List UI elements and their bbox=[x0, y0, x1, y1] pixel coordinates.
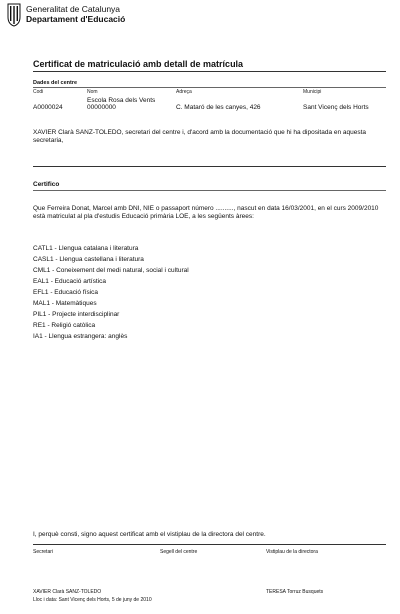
department-name: Departament d'Educació bbox=[26, 14, 126, 24]
list-item: CML1 - Coneixement del medi natural, social i cultural bbox=[33, 267, 189, 274]
label-codi: Codi bbox=[33, 89, 44, 95]
list-item: MAL1 - Matemàtiques bbox=[33, 300, 97, 307]
list-item: PIL1 - Projecte interdisciplinar bbox=[33, 311, 120, 318]
government-name: Generalitat de Catalunya bbox=[26, 4, 121, 14]
centre-address: C. Mataró de les canyes, 426 bbox=[176, 104, 261, 111]
list-item: CATL1 - Llengua catalana i literatura bbox=[33, 245, 139, 252]
divider bbox=[33, 166, 386, 167]
place-and-date: Lloc i data: Sant Vicenç dels Horts, 5 de juny de 2010 bbox=[33, 597, 152, 603]
section-title-certifico: Certifico bbox=[33, 181, 60, 188]
declaration-text: XAVIER Clarà SANZ-TOLEDO, secretari del centre i, d'acord amb la documentació que hi ha dipositada en aquesta secretaria, bbox=[33, 129, 367, 144]
list-item: IA1 - Llengua estrangera: anglès bbox=[33, 333, 128, 340]
director-name: TERESA Torruz Busquets bbox=[266, 589, 324, 595]
certifico-text: Que Ferreira Donat, Marcel amb DNI, NIE o passaport número .........., nascut en data 16/03/2001, en el curs 2009/2010 està matriculat al pla d'estudis Educació primària LOE, a les següents àrees: bbox=[33, 205, 379, 220]
section-title-centre: Dades del centre bbox=[33, 80, 78, 86]
list-item: EFL1 - Educació física bbox=[33, 289, 99, 296]
signature-label-director: Vistiplau de la directora bbox=[266, 549, 318, 555]
list-item: CASL1 - Llengua castellana i literatura bbox=[33, 256, 144, 263]
centre-code: A0000024 bbox=[33, 104, 63, 111]
secretary-name: XAVIER Clarà SANZ-TOLEDO bbox=[33, 589, 102, 595]
list-item: RE1 - Religió catòlica bbox=[33, 322, 96, 329]
centre-name: Escola Rosa dels Vents bbox=[87, 97, 156, 104]
signature-label-seal: Segell del centre bbox=[160, 549, 198, 555]
catalonia-coat-of-arms-icon bbox=[7, 3, 21, 27]
signature-label-secretary: Secretari bbox=[33, 549, 54, 555]
divider bbox=[33, 87, 386, 88]
centre-name-code: 00000000 bbox=[87, 104, 116, 111]
label-adreca: Adreça bbox=[176, 89, 192, 95]
list-item: EAL1 - Educació artística bbox=[33, 278, 106, 285]
closing-text: I, perquè consti, signo aquest certificat amb el vistiplau de la directora del centre. bbox=[33, 531, 266, 538]
label-municipi: Municipi bbox=[303, 89, 322, 95]
divider bbox=[33, 544, 386, 545]
centre-municipality: Sant Vicenç dels Horts bbox=[303, 104, 369, 111]
divider bbox=[33, 190, 386, 191]
page-title: Certificat de matriculació amb detall de matrícula bbox=[33, 59, 244, 69]
label-nom: Nom bbox=[87, 89, 98, 95]
divider bbox=[33, 71, 386, 72]
